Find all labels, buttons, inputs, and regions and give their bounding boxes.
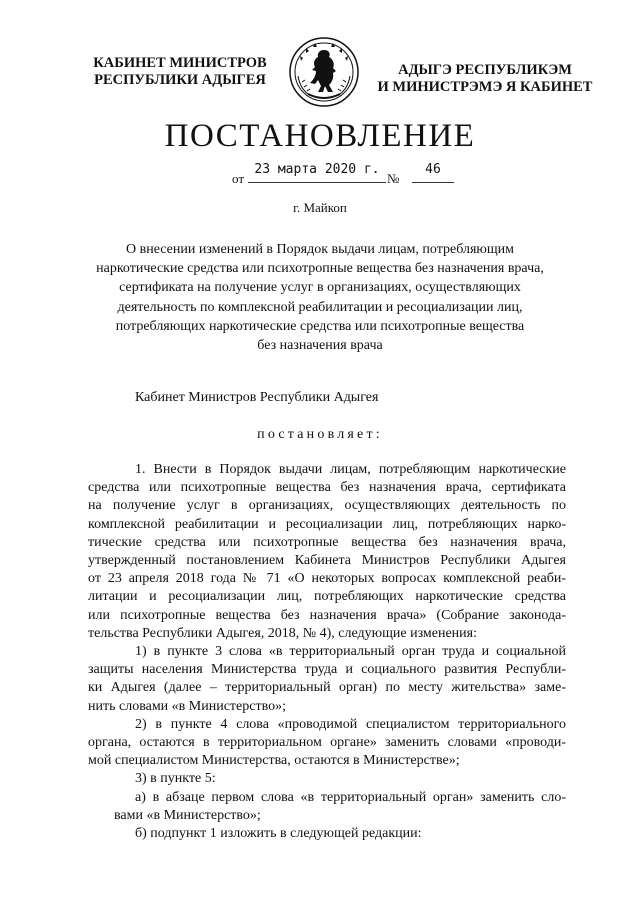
- header-left-line-1: КАБИНЕТ МИНИСТРОВ: [93, 55, 267, 71]
- date-field: 23 марта 2020 г.: [248, 161, 386, 183]
- number-sign: №: [387, 171, 400, 186]
- header-left-line-2: РЕСПУБЛИКИ АДЫГЕЯ: [94, 72, 266, 88]
- body-line: вами «в Министерство»;: [114, 807, 261, 823]
- document-title: ПОСТАНОВЛЕНИЕ: [164, 118, 476, 154]
- body-line: б) подпункт 1 изложить в следующей редакции:: [135, 826, 422, 842]
- body-line: 2) в пункте 4 слова «проводимой специалистом территориального: [135, 716, 566, 732]
- header-right-line-1: АДЫГЭ РЕСПУБЛИКЭМ: [398, 62, 572, 78]
- document-subject: [90, 240, 550, 355]
- adygea-coat-of-arms-icon: [288, 36, 360, 108]
- resolves-line: постановляет:: [257, 427, 383, 442]
- subject-line: деятельность по комплексной реабилитации и ресоциализации лиц,: [117, 299, 523, 315]
- body-line: тельства Республики Адыгея, 2018, № 4), следующие изменения:: [88, 625, 477, 641]
- issuing-body: Кабинет Министров Республики Адыгея: [135, 390, 379, 405]
- document-number-field: 46: [412, 161, 454, 183]
- date-number-line: [232, 161, 452, 189]
- document-body: [88, 461, 566, 843]
- subject-line: сертификата на получение услуг в организациях, осуществляющих: [119, 280, 521, 296]
- body-line: средства или психотропные вещества без назначения врача, сертификата: [88, 480, 566, 496]
- header-right-line-2: И МИНИСТРЭМЭ Я КАБИНЕТ: [377, 79, 593, 95]
- body-line: от 23 апреля 2018 года № 71 «О некоторых вопросах комплексной реаби-: [88, 571, 566, 587]
- body-line: на получение услуг в организациях, осуществляющих деятельность по: [88, 498, 566, 514]
- subject-line: без назначения врача: [257, 338, 383, 354]
- body-line: комплексной реабилитации и ресоциализации лиц, потребляющих нарко-: [88, 516, 566, 532]
- body-line: мой специалистом Министерства, остаются в Министерстве»;: [88, 753, 460, 769]
- body-line: органа, остаются в территориальном органе» заменить словами «проводи-: [88, 735, 566, 751]
- issuer-header-russian: [80, 55, 280, 89]
- body-line: 1) в пункте 3 слова «в территориальный орган труда и социальной: [135, 644, 566, 660]
- date-prefix: от: [232, 171, 245, 186]
- body-line: ки Адыгея (далее – территориальный орган) по месту жительства» заме-: [88, 680, 566, 696]
- issuer-header-adyghe: [370, 62, 600, 96]
- body-line: литации и ресоциализации лиц, потребляющих наркотические средства: [88, 589, 566, 605]
- body-line: 1. Внести в Порядок выдачи лицам, потребляющим наркотические: [135, 462, 566, 477]
- body-line: защиты населения Министерства труда и социального развития Республи-: [88, 662, 566, 678]
- body-line: утвержденный постановлением Кабинета Министров Республики Адыгея: [88, 553, 566, 569]
- city-line: г. Майкоп: [293, 200, 347, 215]
- body-line: или психотропные вещества без назначения врача» (Собрание законода-: [88, 607, 566, 623]
- body-line: тические средства или психотропные вещества без назначения врача,: [88, 534, 566, 550]
- subject-line: потребляющих наркотические средства или психотропные вещества: [115, 318, 525, 334]
- subject-line: О внесении изменений в Порядок выдачи лицам, потребляющим: [126, 242, 514, 257]
- body-line: нить словами «в Министерство»;: [88, 698, 286, 714]
- body-line: 3) в пункте 5:: [135, 771, 216, 787]
- body-line: а) в абзаце первом слова «в территориальный орган» заменить сло-: [135, 789, 566, 805]
- subject-line: наркотические средства или психотропные вещества без назначения врача,: [96, 261, 544, 277]
